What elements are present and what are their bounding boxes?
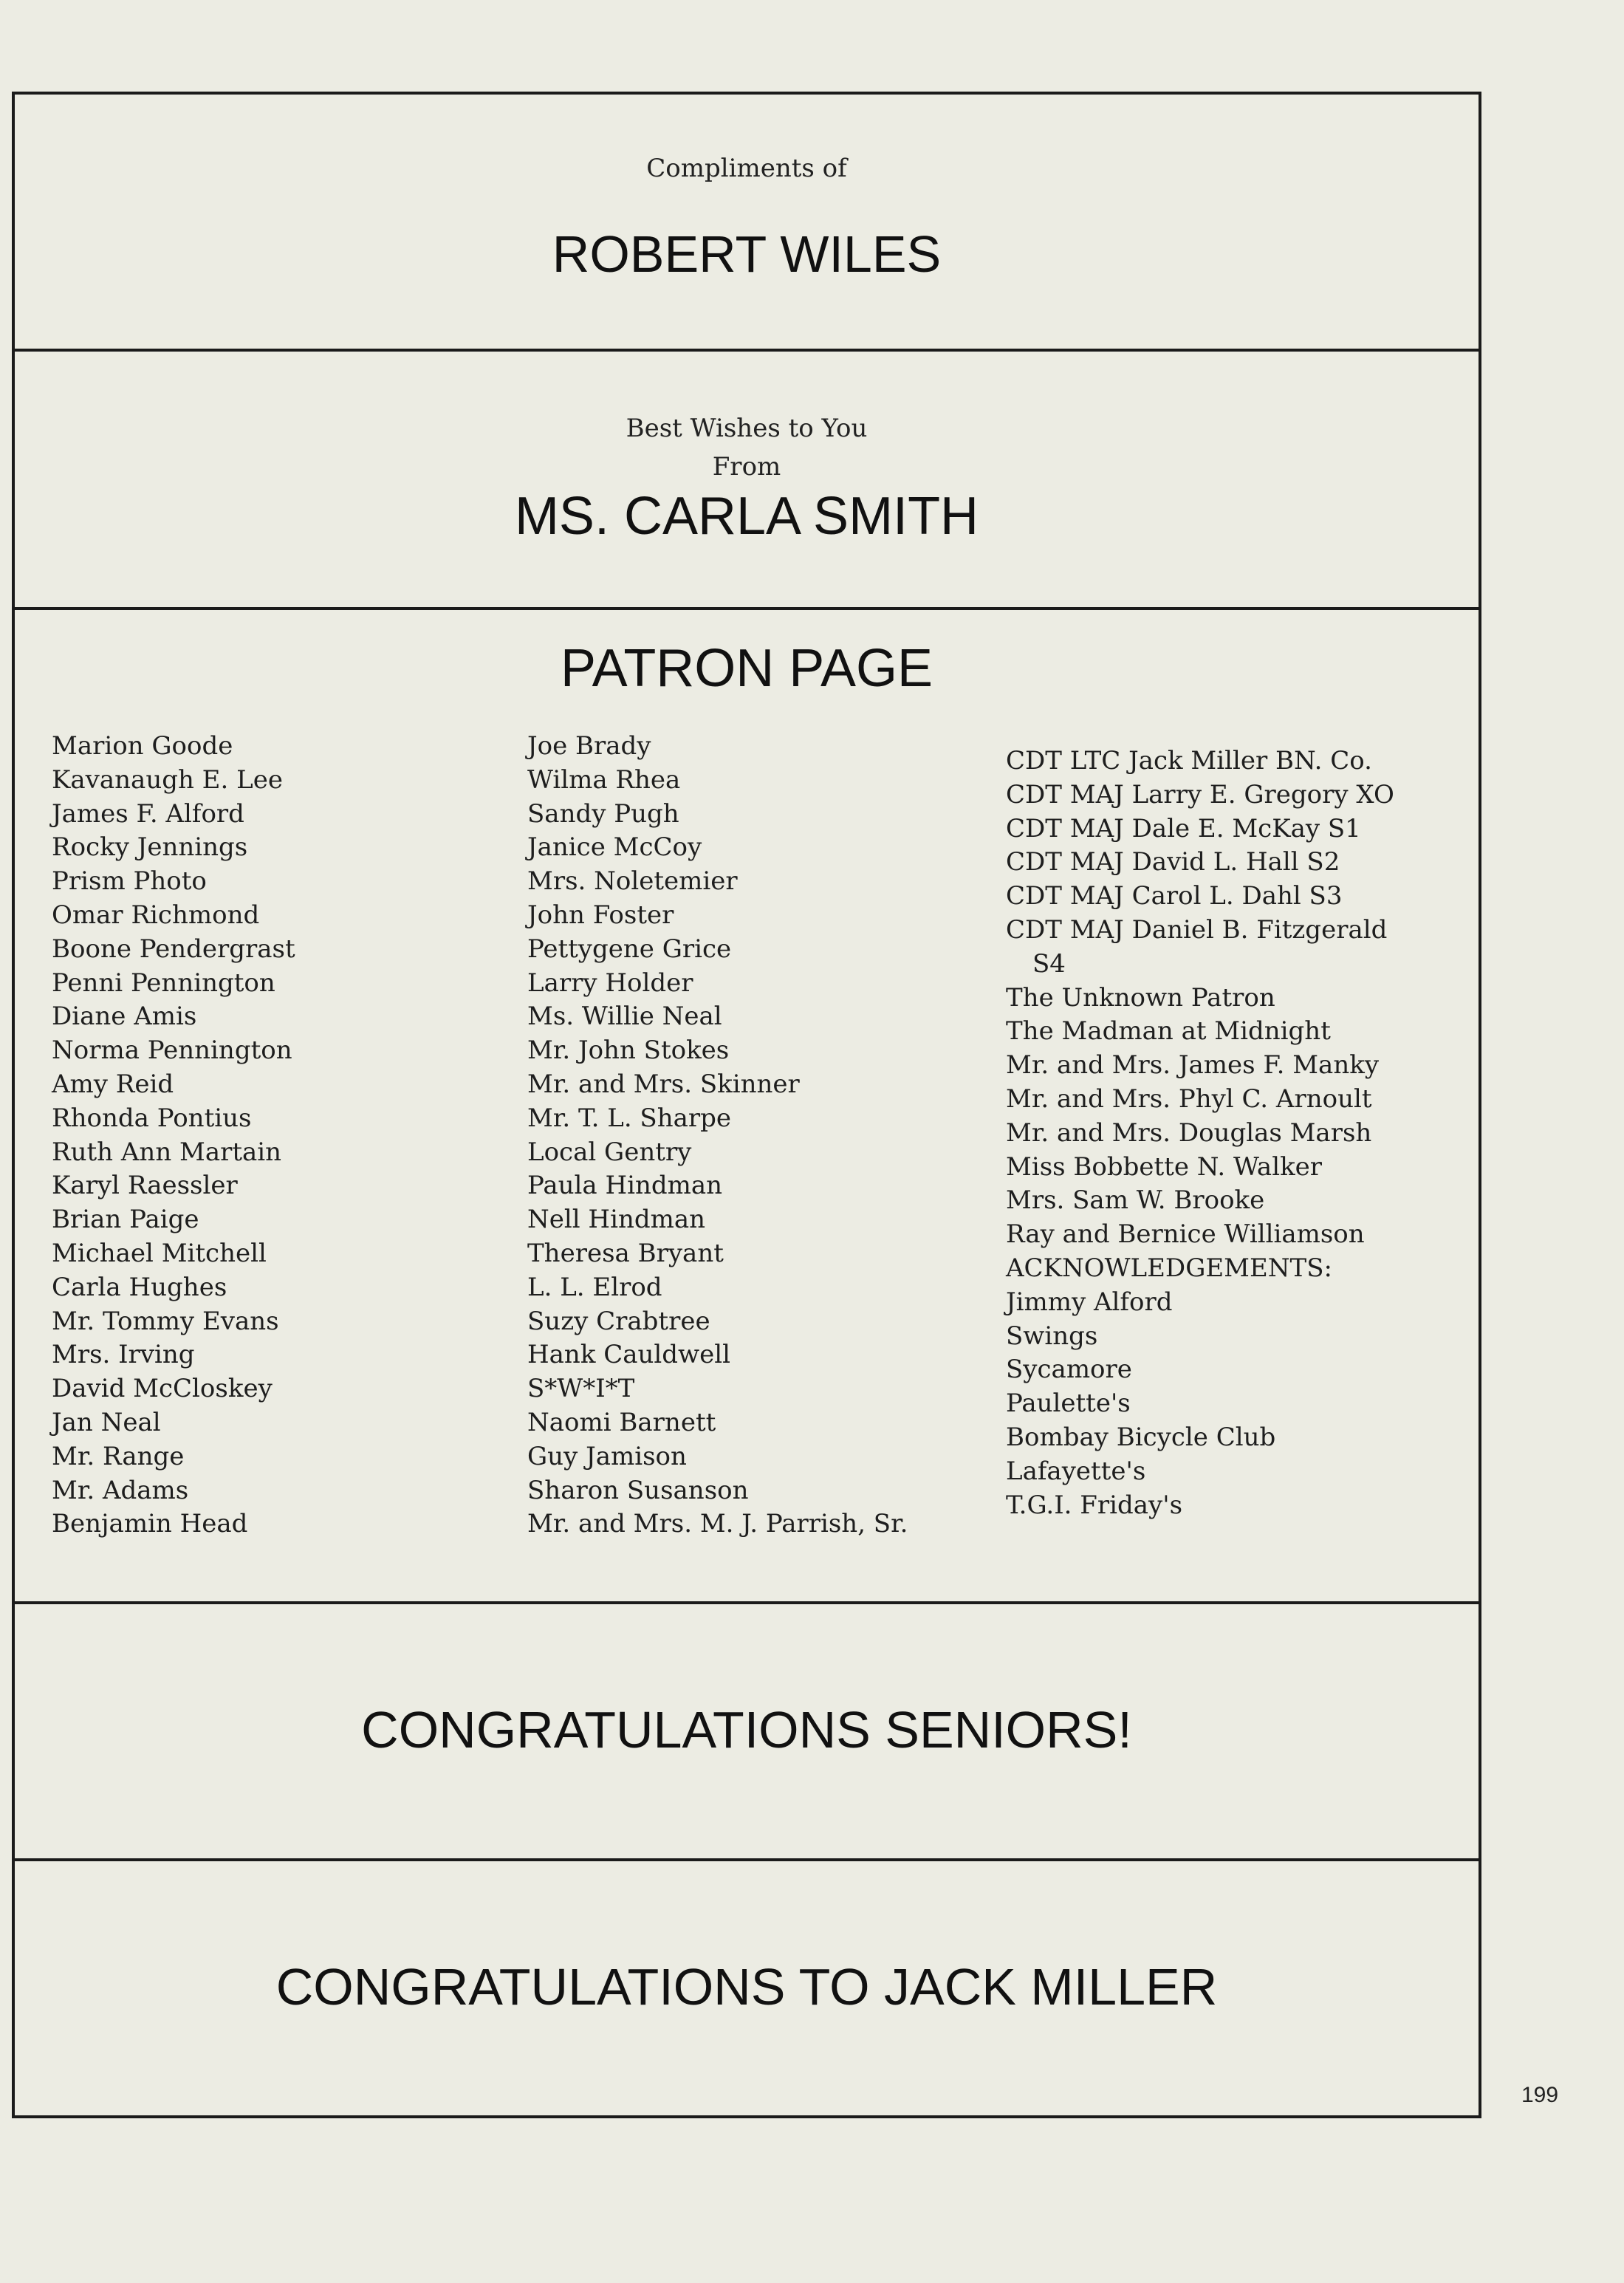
patron-name: Local Gentry <box>527 1137 692 1167</box>
patron-name: CDT LTC Jack Miller BN. Co. <box>1006 746 1372 776</box>
patron-name: Penni Pennington <box>52 968 275 998</box>
patron-name: T.G.I. Friday's <box>1006 1490 1183 1520</box>
patron-name: S4 <box>1032 948 1066 979</box>
divider-1 <box>12 349 1481 352</box>
divider-3 <box>12 1601 1481 1604</box>
patron-name: Marion Goode <box>52 731 233 761</box>
patron-name: Nell Hindman <box>527 1205 706 1235</box>
patron-name: Paula Hindman <box>527 1171 723 1201</box>
patron-name: Norma Pennington <box>52 1036 292 1066</box>
patron-column-1 <box>52 730 295 1541</box>
patron-name: Sandy Pugh <box>527 798 679 829</box>
patron-column-3 <box>1006 745 1394 1522</box>
patron-name: Michael Mitchell <box>52 1238 267 1268</box>
patron-column-2 <box>527 730 908 1541</box>
patron-name: Amy Reid <box>52 1069 174 1099</box>
patron-name: Joe Brady <box>527 731 651 761</box>
patron-name: Jan Neal <box>52 1407 161 1437</box>
patron-name: Swings <box>1006 1321 1098 1351</box>
patron-name: Mr. and Mrs. Phyl C. Arnoult <box>1006 1084 1372 1114</box>
patron-name: CDT MAJ Larry E. Gregory XO <box>1006 779 1394 810</box>
patron-name: Mr. and Mrs. M. J. Parrish, Sr. <box>527 1509 908 1539</box>
patron-name: Sharon Susanson <box>527 1475 749 1505</box>
patron-name: S*W*I*T <box>527 1374 635 1404</box>
patron-name: Guy Jamison <box>527 1441 687 1471</box>
patron-name: Diane Amis <box>52 1002 197 1032</box>
patron-name: Larry Holder <box>527 968 693 998</box>
patron-name: CDT MAJ Carol L. Dahl S3 <box>1006 881 1343 911</box>
ad2-intro-line2: From <box>712 452 781 482</box>
patron-name: Mr. Range <box>52 1441 185 1471</box>
patron-name: The Unknown Patron <box>1006 982 1275 1013</box>
ad1-intro: Compliments of <box>646 154 847 183</box>
patron-name: Benjamin Head <box>52 1509 248 1539</box>
patron-name: Ms. Willie Neal <box>527 1002 722 1032</box>
patron-name: Mr. and Mrs. Skinner <box>527 1069 800 1099</box>
patron-name: Mr. Adams <box>52 1475 189 1505</box>
patron-name: Omar Richmond <box>52 900 260 930</box>
patron-name: Carla Hughes <box>52 1272 227 1302</box>
patron-name: Bombay Bicycle Club <box>1006 1422 1276 1452</box>
patron-name: CDT MAJ Dale E. McKay S1 <box>1006 813 1361 843</box>
patron-name: Paulette's <box>1006 1389 1131 1419</box>
patron-name: Hank Cauldwell <box>527 1340 731 1370</box>
patron-name: The Madman at Midnight <box>1006 1016 1331 1047</box>
ad2-name: MS. CARLA SMITH <box>514 487 979 546</box>
patron-name: CDT MAJ David L. Hall S2 <box>1006 847 1340 877</box>
divider-4 <box>12 1858 1481 1861</box>
patron-name: Rhonda Pontius <box>52 1103 252 1133</box>
ad2-intro-line1: Best Wishes to You <box>626 414 868 443</box>
patron-name: L. L. Elrod <box>527 1272 662 1302</box>
patron-name: Boone Pendergrast <box>52 934 295 964</box>
patron-name: Janice McCoy <box>527 832 702 863</box>
patron-name: Prism Photo <box>52 866 207 897</box>
patron-name: Karyl Raessler <box>52 1171 238 1201</box>
divider-2 <box>12 607 1481 610</box>
patron-name: CDT MAJ Daniel B. Fitzgerald <box>1006 914 1388 945</box>
patron-name: Mrs. Irving <box>52 1340 195 1370</box>
patron-name: Pettygene Grice <box>527 934 732 964</box>
patron-name: Miss Bobbette N. Walker <box>1006 1151 1323 1182</box>
patron-name: Lafayette's <box>1006 1456 1146 1486</box>
patron-name: Suzy Crabtree <box>527 1306 710 1336</box>
page-number: 199 <box>1521 2083 1559 2107</box>
patron-name: Mr. John Stokes <box>527 1036 730 1066</box>
patron-name: Mr. Tommy Evans <box>52 1306 279 1336</box>
patron-name: Mr. and Mrs. James F. Manky <box>1006 1050 1380 1081</box>
patron-name: James F. Alford <box>52 798 244 829</box>
patron-name: Mr. and Mrs. Douglas Marsh <box>1006 1117 1372 1148</box>
patron-name: Mrs. Noletemier <box>527 866 738 897</box>
patron-name: Jimmy Alford <box>1006 1287 1173 1317</box>
congratulations-jack-miller: CONGRATULATIONS TO JACK MILLER <box>275 1958 1218 2016</box>
patron-name: Rocky Jennings <box>52 832 248 863</box>
patron-page-title: PATRON PAGE <box>560 639 933 698</box>
patron-name: John Foster <box>527 900 674 930</box>
patron-name: Brian Paige <box>52 1205 199 1235</box>
patron-name: Mrs. Sam W. Brooke <box>1006 1185 1265 1216</box>
patron-name: David McCloskey <box>52 1374 273 1404</box>
ad1-name: ROBERT WILES <box>552 225 942 283</box>
patron-name: Wilma Rhea <box>527 764 681 795</box>
patron-name: Theresa Bryant <box>527 1238 724 1268</box>
patron-name: Mr. T. L. Sharpe <box>527 1103 732 1133</box>
patron-name: ACKNOWLEDGEMENTS: <box>1006 1253 1332 1283</box>
patron-name: Ray and Bernice Williamson <box>1006 1219 1365 1250</box>
patron-name: Naomi Barnett <box>527 1407 716 1437</box>
congratulations-seniors: CONGRATULATIONS SENIORS! <box>361 1701 1132 1759</box>
patron-name: Sycamore <box>1006 1355 1132 1385</box>
patron-name: Kavanaugh E. Lee <box>52 764 283 795</box>
patron-name: Ruth Ann Martain <box>52 1137 282 1167</box>
